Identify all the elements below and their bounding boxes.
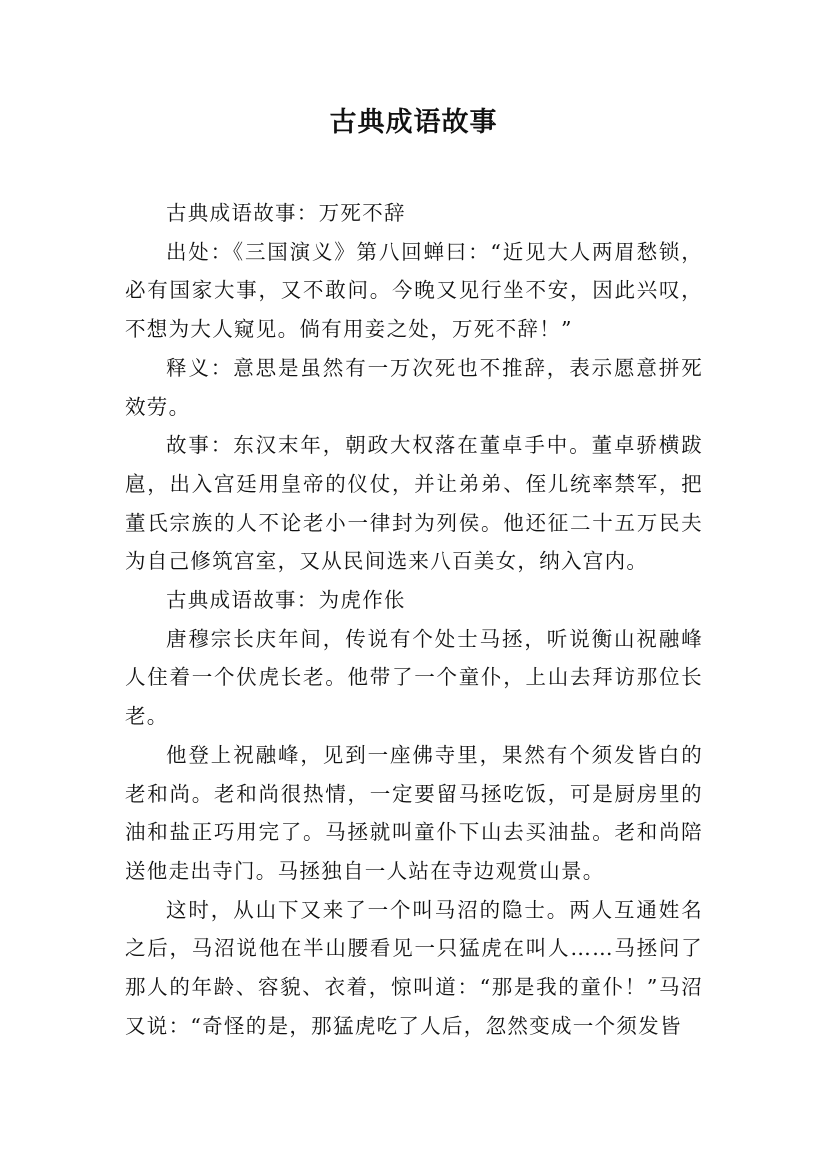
paragraph-source: 出处：《三国演义》第八回蝉曰：“近见大人两眉愁锁，必有国家大事，又不敢问。今晚又见行坐不安，因此兴叹，不想为大人窥见。倘有用妾之处，万死不辞！” (125, 239, 703, 342)
paragraph-story-2c: 这时，从山下又来了一个叫马沼的隐士。两人互通姓名之后，马沼说他在半山腰看见一只猛虎在叫人……马拯问了那人的年龄、容貌、衣着，惊叫道：“那是我的童仆！”马沼又说：“奇怪的是，那猛虎吃了人后，忽然变成一个须发皆 (125, 897, 703, 1038)
paragraph-story-2b: 他登上祝融峰，见到一座佛寺里，果然有个须发皆白的老和尚。老和尚很热情，一定要留马拯吃饭，可是厨房里的油和盐正巧用完了。马拯就叫童仆下山去买油盐。老和尚陪送他走出寺门。马拯独自一人站在寺边观赏山景。 (125, 742, 703, 883)
paragraph-heading-1: 古典成语故事：万死不辞 (166, 201, 406, 225)
document-body (125, 194, 703, 1045)
document-title: 古典成语故事 (329, 107, 498, 138)
paragraph-heading-2: 古典成语故事：为虎作伥 (166, 588, 406, 613)
paragraph-story: 故事：东汉末年，朝政大权落在董卓手中。董卓骄横跋扈，出入宫廷用皇帝的仪仗，并让弟弟、侄儿统率禁军，把董氏宗族的人不论老小一律封为列侯。他还征二十五万民夫为自己修筑宫室，又从民间选来八百美女，纳入宫内。 (125, 433, 703, 574)
paragraph-meaning: 释义：意思是虽然有一万次死也不推辞，表示愿意拼死效劳。 (125, 355, 703, 419)
paragraph-story-2a: 唐穆宗长庆年间，传说有个处士马拯，听说衡山祝融峰人住着一个伏虎长老。他带了一个童仆，上山去拜访那位长老。 (125, 626, 703, 729)
